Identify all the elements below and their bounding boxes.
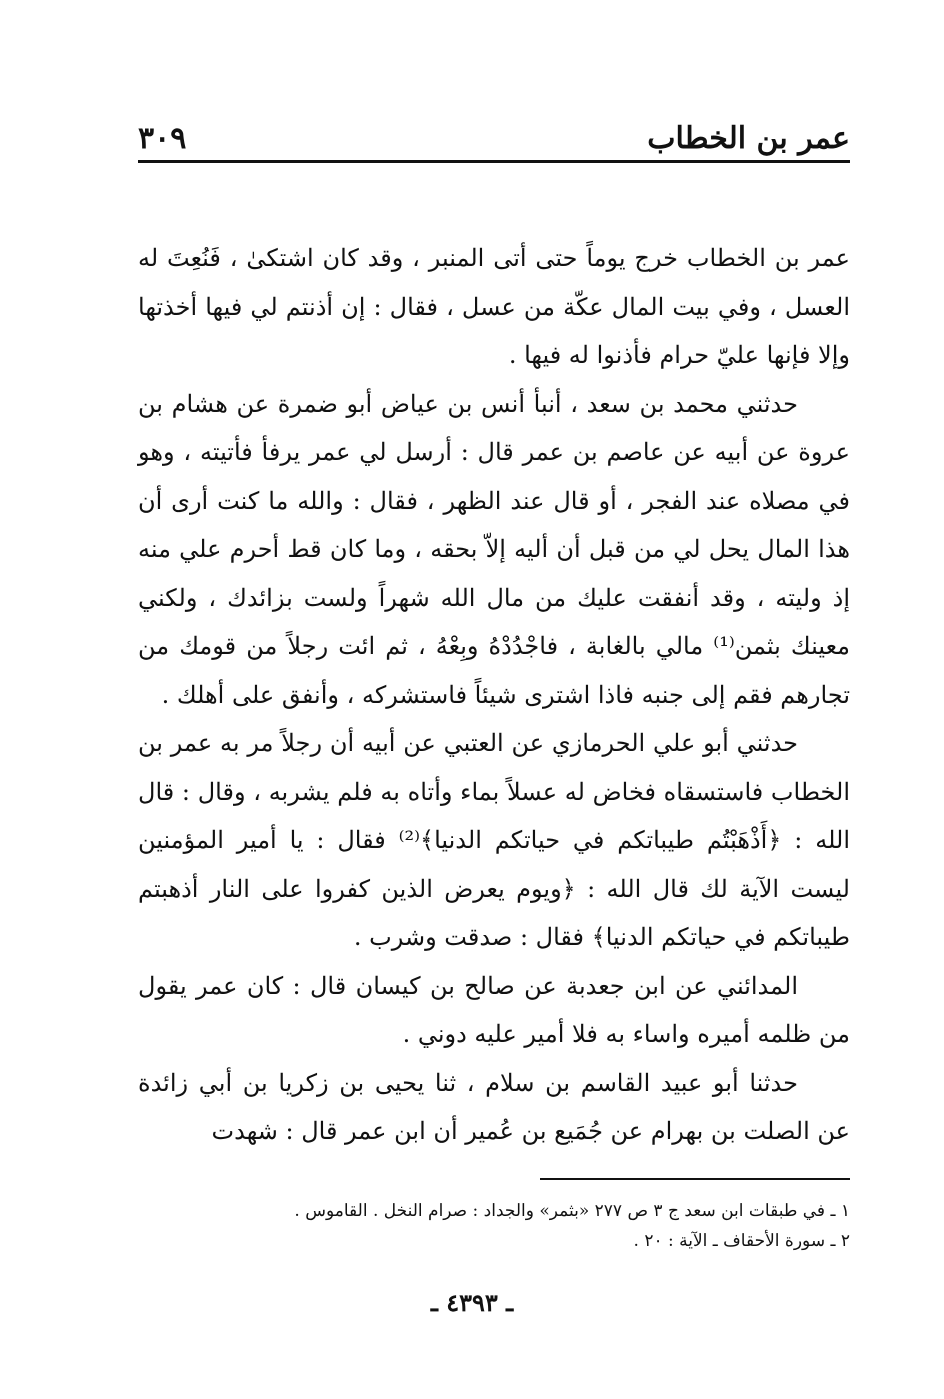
paragraph-4: المدائني عن ابن جعدبة عن صالح بن كيسان قال : كان عمر يقول من ظلمه أميره واساء به فلا أمير عليه دوني . — [138, 971, 850, 1048]
paragraph-2: حدثني محمد بن سعد ، أنبأ أنس بن عياض أبو ضمرة عن هشام بن عروة عن أبيه عن عاصم بن عمر قال : أرسل لي عمر يرفأ فأتيته ، وهو في مصلاه عند الفجر ، أو قال عند الظهر ، فقال : والله ما كنت أرى أن هذا المال يحل لي من قبل أن أليه إلاّ بحقه ، وما كان قط أحرم علي منه إذ وليته ، وقد أنفقت عليك من مال الله شهراً ولست بزائدك ، ولكني معينك بثمن⁽¹⁾ مالي بالغابة ، فاجْدُدْهُ وبِعْهُ ، ثم ائت رجلاً من قومك من تجارهم فقم إلى جنبه فاذا اشترى شيئاً فاستشركه ، وأنفق على أهلك . — [138, 389, 851, 709]
body-text — [138, 234, 850, 1156]
running-header — [138, 112, 850, 156]
header-page-number: ٣٠٩ — [138, 121, 187, 156]
paragraph-3: حدثني أبو علي الحرمازي عن العتبي عن أبيه أن رجلاً مر به عمر بن الخطاب فاستسقاه فخاض له عسلاً بماء وأتاه به فلم يشربه ، وقال : قال الله : ﴿أَذْهَبْتُم طيباتكم في حياتكم الدنيا﴾⁽²⁾ فقال : يا أمير المؤمنين ليست الآية لك قال الله : ﴿ويوم يعرض الذين كفروا على النار أذهبتم طيباتكم في حياتكم الدنيا﴾ فقال : صدقت وشرب . — [138, 729, 850, 951]
header-rule — [138, 160, 850, 163]
footnote-2: ٢ ـ سورة الأحقاف ـ الآية : ٢٠ . — [633, 1231, 850, 1251]
paragraph-1: عمر بن الخطاب خرج يوماً حتى أتى المنبر ، وقد كان اشتكىٰ ، فَنُعِتَ له العسل ، وفي بيت المال عكّة من عسل ، فقال : إن أذنتم لي فيها أخذتها وإلا فإنها عليّ حرام فأذنوا له فيها . — [138, 244, 850, 369]
footnote-rule — [540, 1178, 850, 1180]
footnote-1: ١ ـ في طبقات ابن سعد ج ٣ ص ٢٧٧ «بثمر» والجداد : صرام النخل . القاموس . — [294, 1201, 850, 1221]
header-title: عمر بن الخطاب — [647, 121, 850, 156]
footnotes — [138, 1196, 850, 1256]
footer-page-number: ـ ٤٣٩٣ ـ — [430, 1288, 514, 1317]
paragraph-5: حدثنا أبو عبيد القاسم بن سلام ، ثنا يحيى بن زكريا بن أبي زائدة عن الصلت بن بهرام عن جُمَيع بن عُمير أن ابن عمر قال : شهدت — [138, 1068, 850, 1145]
